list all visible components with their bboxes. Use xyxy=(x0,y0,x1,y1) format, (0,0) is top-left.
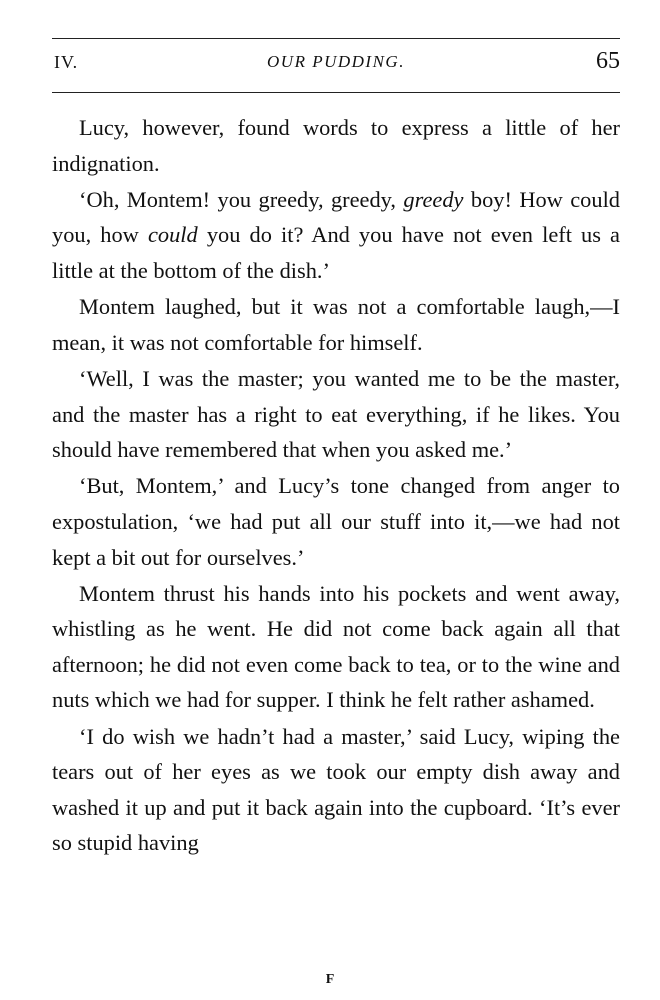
paragraph xyxy=(52,719,620,861)
body-text xyxy=(52,110,620,862)
text-run: boy! How could you, how xyxy=(52,186,620,248)
header-top-rule xyxy=(52,38,620,39)
paragraph xyxy=(52,361,620,468)
signature-mark: F xyxy=(325,972,335,987)
paragraph xyxy=(52,182,620,289)
chapter-number: IV. xyxy=(54,52,79,72)
text-run: ‘Oh, Montem! you greedy, greedy, xyxy=(79,186,404,212)
text-run: Lucy, however, found words to express a little of her indignation. xyxy=(52,115,620,176)
running-head xyxy=(52,48,620,82)
paragraph xyxy=(52,289,620,360)
paragraph xyxy=(52,110,620,181)
paragraph xyxy=(52,576,620,718)
text-run: ‘I do wish we hadn’t had a master,’ said Lucy, wiping the tears out of her eyes as we took our empty dish away and washed it up and put it back again into the cupboard. ‘It’s ever so stupid having xyxy=(52,723,620,856)
header-bottom-rule xyxy=(52,92,620,93)
running-title: OUR PUDDING. xyxy=(267,52,405,71)
text-run: you do it? And you have not even left us a little at the bottom of the dish.’ xyxy=(52,222,620,283)
italic-emphasis: greedy xyxy=(403,186,464,212)
text-run: ‘Well, I was the master; you wanted me to be the master, and the master has a right to eat everything, if he likes. You should have remembered that when you asked me.’ xyxy=(52,365,620,463)
italic-emphasis: could xyxy=(147,222,198,248)
page-number: 65 xyxy=(596,48,620,74)
text-run: ‘But, Montem,’ and Lucy’s tone changed from anger to expostulation, ‘we had put all our stuff into it,—we had not kept a bit out for ourselves.’ xyxy=(52,473,620,570)
text-run: Montem thrust his hands into his pockets and went away, whistling as he went. He did not come back again all that afternoon; he did not even come back to tea, or to the wine and nuts which we had for supper. I think he felt rather ashamed. xyxy=(52,580,620,713)
text-run: Montem laughed, but it was not a comfortable laugh,—I mean, it was not comfortable for himself. xyxy=(52,294,620,355)
paragraph xyxy=(52,468,620,575)
